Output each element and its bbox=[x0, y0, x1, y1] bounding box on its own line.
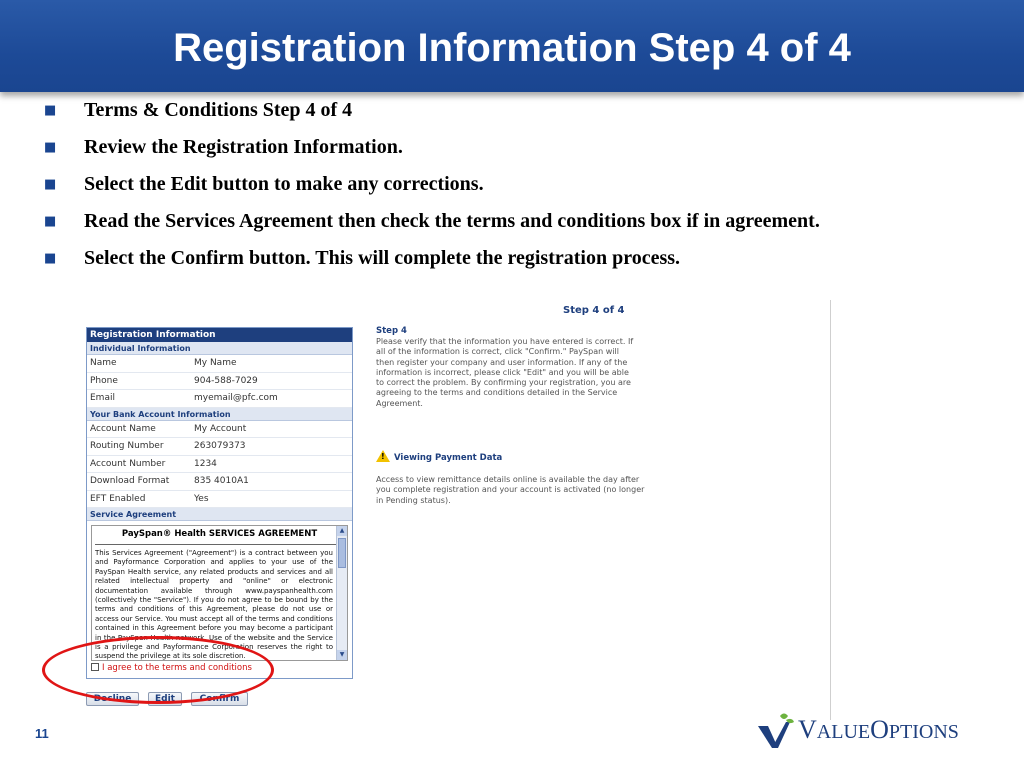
bullet-item: ■ Terms & Conditions Step 4 of 4 bbox=[44, 95, 944, 126]
service-agreement-heading: Service Agreement bbox=[87, 508, 352, 521]
viewing-payment-title: Viewing Payment Data bbox=[394, 453, 503, 463]
agreement-title: PaySpan® Health SERVICES AGREEMENT bbox=[121, 529, 318, 539]
warning-icon: ! bbox=[376, 450, 390, 462]
square-bullet-icon: ■ bbox=[44, 177, 57, 192]
bullet-list bbox=[44, 95, 944, 280]
decline-button[interactable]: Decline bbox=[86, 692, 139, 706]
confirm-button[interactable]: Confirm bbox=[191, 692, 248, 706]
row-label: Account Name bbox=[90, 423, 156, 434]
scroll-down-icon[interactable]: ▼ bbox=[337, 650, 347, 660]
scroll-up-icon[interactable]: ▲ bbox=[337, 526, 347, 536]
row-value: myemail@pfc.com bbox=[194, 393, 278, 403]
row-value: 835 4010A1 bbox=[194, 476, 249, 486]
row-value: My Account bbox=[194, 423, 247, 434]
row-label: Routing Number bbox=[90, 441, 164, 451]
bullet-item: ■ Read the Services Agreement then check the terms and conditions box if in agreement. bbox=[44, 206, 944, 237]
info-row bbox=[87, 355, 352, 373]
row-label: EFT Enabled bbox=[90, 493, 146, 504]
square-bullet-icon: ■ bbox=[44, 140, 57, 155]
info-row bbox=[87, 473, 352, 491]
row-value: Yes bbox=[194, 493, 209, 504]
step-instructions: Please verify that the information you have entered is correct. If all of the information is correct, click "Confirm." PaySpan will then register your company and user information. If any of the information is incorrect, please click "Edit" and you will be able to correct the problem. By confirming your registration, you are agreeing to the terms and conditions detailed in the Service Agreement. bbox=[376, 337, 634, 408]
row-label: Name bbox=[90, 358, 117, 368]
agreement-divider bbox=[95, 544, 344, 545]
agree-terms-label: I agree to the terms and conditions bbox=[102, 663, 252, 673]
row-label: Download Format bbox=[90, 476, 170, 486]
row-label: Phone bbox=[90, 375, 118, 386]
highlight-ellipse bbox=[42, 636, 274, 704]
info-row bbox=[87, 438, 352, 456]
access-info-text: Access to view remittance details online is available the day after you complete registration and your account is activated (no longer in Pending status). bbox=[376, 475, 645, 505]
square-bullet-icon: ■ bbox=[44, 103, 57, 118]
row-value: 904-588-7029 bbox=[194, 375, 258, 386]
info-row bbox=[87, 456, 352, 474]
viewing-payment-data bbox=[376, 450, 502, 463]
row-label: Email bbox=[90, 393, 115, 403]
row-value: 263079373 bbox=[194, 441, 246, 451]
edit-button[interactable]: Edit bbox=[148, 692, 182, 706]
info-row bbox=[87, 390, 352, 408]
scroll-thumb[interactable] bbox=[338, 538, 346, 568]
panel-divider bbox=[830, 300, 831, 720]
page-number: 11 bbox=[35, 726, 49, 741]
info-row bbox=[87, 373, 352, 391]
bullet-item: ■ Select the Confirm button. This will complete the registration process. bbox=[44, 243, 944, 274]
agreement-scrollbar[interactable] bbox=[336, 526, 347, 660]
title-band bbox=[0, 0, 1024, 92]
row-label: Account Number bbox=[90, 458, 166, 469]
row-value: My Name bbox=[194, 358, 237, 368]
logo-wordmark: VALUEOPTIONS bbox=[798, 715, 959, 744]
step-label: Step 4 bbox=[376, 326, 407, 336]
slide-title: Registration Information Step 4 of 4 bbox=[173, 26, 851, 70]
agreement-body: This Services Agreement ("Agreement") is a contract between you and Payformance Corporation and applies to your use of the PaySpan Health service, any related products and services and all related intellectual property and "online" or electronic documentation available through www.payspanhealth.com (collectively the "Service"). If you do not agree to be bound by the terms and conditions of this Agreement, please do not use or access our Service. You must accept all of the terms and conditions contained in this Agreement before you may become a participant in the PaySpan Health network. Use of the website and the Service is a privilege and Payformance Corporation reserves the right to suspend the privilege at its sole discretion. bbox=[95, 549, 333, 661]
row-value: 1234 bbox=[194, 458, 217, 469]
bullet-item: ■ Select the Edit button to make any corrections. bbox=[44, 169, 944, 200]
step-title: Step 4 of 4 bbox=[563, 305, 625, 316]
info-row bbox=[87, 491, 352, 509]
bank-info-heading: Your Bank Account Information bbox=[87, 408, 352, 421]
registration-panel bbox=[86, 327, 353, 679]
square-bullet-icon: ■ bbox=[44, 214, 57, 229]
info-row bbox=[87, 421, 352, 439]
registration-header: Registration Information bbox=[87, 328, 352, 342]
bullet-item: ■ Review the Registration Information. bbox=[44, 132, 944, 163]
individual-info-heading: Individual Information bbox=[87, 342, 352, 355]
valueoptions-logo-icon bbox=[756, 712, 796, 752]
square-bullet-icon: ■ bbox=[44, 251, 57, 266]
